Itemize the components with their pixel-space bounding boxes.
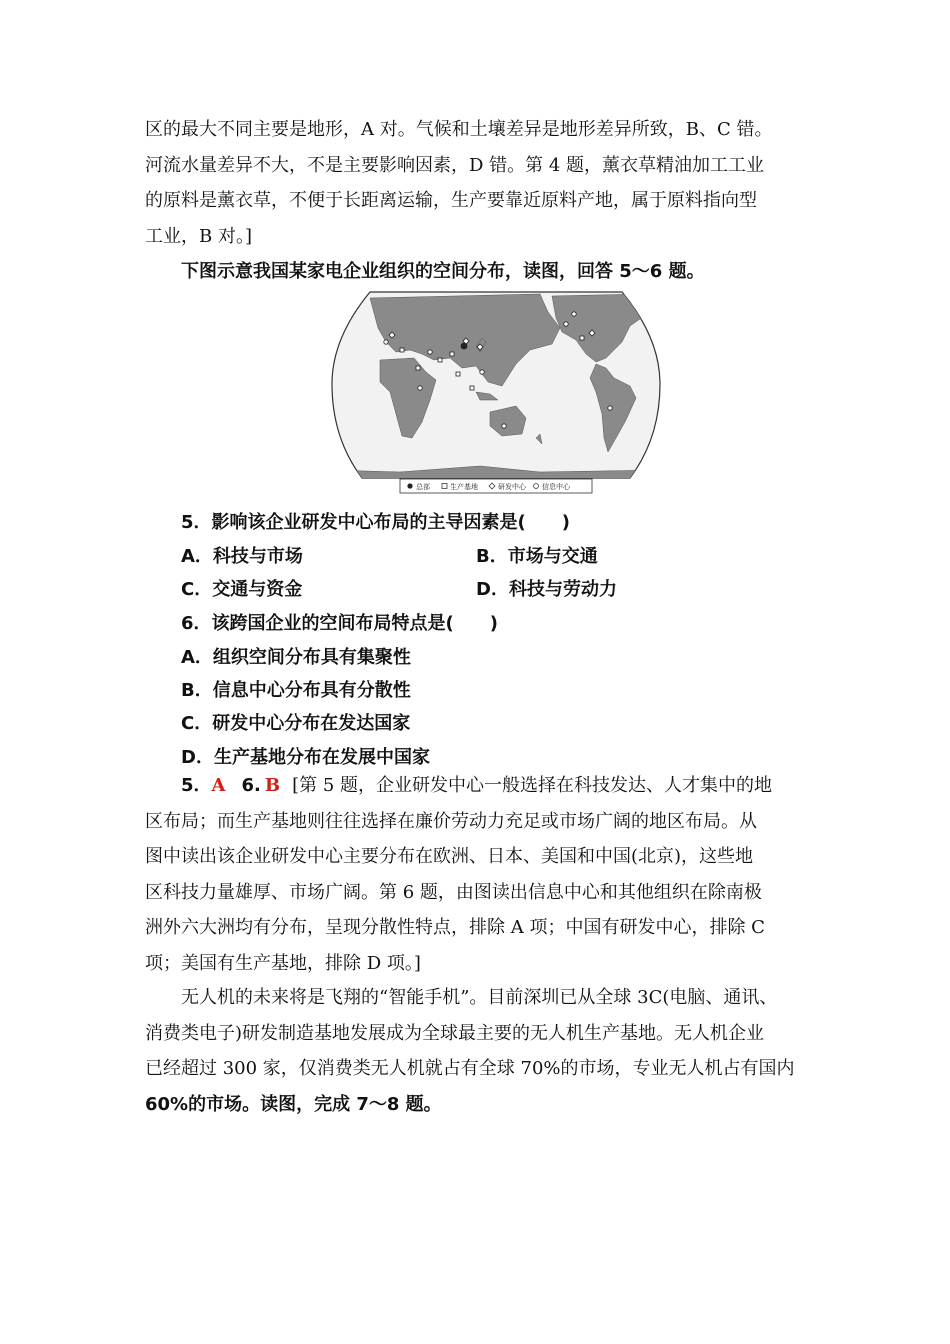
text-line: 已经超过 300 家，仅消费类无人机就占有全球 70%的市场，专业无人机占有国内 [145, 1058, 795, 1079]
text-line: 河流水量差异不大，不是主要影响因素，D 错。第 4 题，薰衣草精油加工工业 [145, 154, 765, 176]
text-line: 工业，B 对。] [145, 225, 252, 247]
question-6-stem: 6．该跨国企业的空间布局特点是( ) [181, 613, 498, 634]
info-center-marker [564, 322, 568, 326]
production-base-marker [438, 358, 442, 362]
text-line: 项；美国有生产基地，排除 D 项。] [145, 952, 421, 974]
q6-option-d: D．生产基地分布在发展中国家 [181, 747, 430, 768]
q5-option-b: B．市场与交通 [476, 546, 598, 567]
production-base-marker [456, 372, 460, 376]
info-center-marker [608, 406, 612, 410]
text-line: 的原料是薰衣草，不便于长距离运输，生产要靠近原料产地，属于原料指向型 [145, 190, 757, 211]
legend-info-label: 信息中心 [542, 483, 570, 491]
question-intro-5-6 [145, 254, 810, 290]
text-line: 区布局；而生产基地则往往选择在廉价劳动力充足或市场广阔的地区布局。从 [145, 810, 757, 832]
production-base-marker [416, 366, 420, 370]
production-base-marker [580, 336, 584, 340]
info-legend-icon [534, 484, 539, 489]
text-line: 60%的市场。读图，完成 7～8 题。 [145, 1093, 442, 1115]
answer-first-line [145, 768, 810, 804]
text-line: 消费类电子)研发制造基地发展成为全球最主要的无人机生产基地。无人机企业 [145, 1022, 765, 1044]
q5-option-a: A．科技与市场 [181, 546, 303, 567]
legend-base-label: 生产基地 [450, 483, 478, 491]
q5-option-d: D．科技与劳动力 [476, 579, 617, 600]
intro-text: 下图示意我国某家电企业组织的空间分布，读图，回答 5～6 题。 [181, 261, 705, 282]
production-base-marker [450, 352, 454, 356]
answer-5-number: 5． [181, 775, 212, 796]
question-5-stem: 5．影响该企业研发中心布局的主导因素是( ) [181, 512, 570, 533]
q5-option-c: C．交通与资金 [181, 579, 303, 600]
answer-6-key: B [264, 775, 281, 796]
text-line: 区的最大不同主要是地形，A 对。气候和土壤差异是地形差异所致，B、C 错。 [145, 119, 773, 140]
base-legend-icon [442, 484, 447, 489]
world-map-figure [330, 288, 662, 496]
answer-6-number: 6. [241, 775, 261, 796]
info-center-marker [384, 340, 388, 344]
map-legend [400, 479, 592, 493]
answer-text: [第 5 题，企业研发中心一般选择在科技发达、人才集中的地 [292, 775, 773, 796]
answer-explanation-5-6 [145, 768, 810, 981]
answer-paragraph-q3-q4 [145, 112, 810, 254]
text-line: 图中读出该企业研发中心主要分布在欧洲、日本、美国和中国(北京)，这些地 [145, 846, 754, 867]
legend-hq-label: 总部 [416, 483, 430, 491]
info-center-marker [502, 424, 506, 428]
text-line: 无人机的未来将是飞翔的“智能手机”。目前深圳已从全球 3C(电脑、通讯、 [181, 987, 778, 1008]
text-line: 区科技力量雄厚、市场广阔。第 6 题，由图读出信息中心和其他组织在除南极 [145, 881, 762, 903]
hq-legend-icon [407, 483, 412, 488]
info-center-marker [572, 312, 576, 316]
world-map [330, 288, 662, 496]
q6-option-a: A．组织空间分布具有集聚性 [181, 647, 411, 668]
production-base-marker [470, 386, 474, 390]
answer-5-key: A [211, 775, 226, 796]
text-line: 洲外六大洲均有分布，呈现分散性特点，排除 A 项；中国有研发中心，排除 C [145, 917, 765, 938]
q6-option-b: B．信息中心分布具有分散性 [181, 680, 411, 701]
info-center-marker [428, 350, 432, 354]
info-center-marker [418, 386, 422, 390]
legend-rd-label: 研发中心 [498, 483, 526, 491]
production-base-marker [400, 348, 404, 352]
info-center-marker [480, 370, 484, 374]
drone-intro-paragraph [145, 980, 810, 1122]
q6-option-c: C．研发中心分布在发达国家 [181, 713, 411, 734]
